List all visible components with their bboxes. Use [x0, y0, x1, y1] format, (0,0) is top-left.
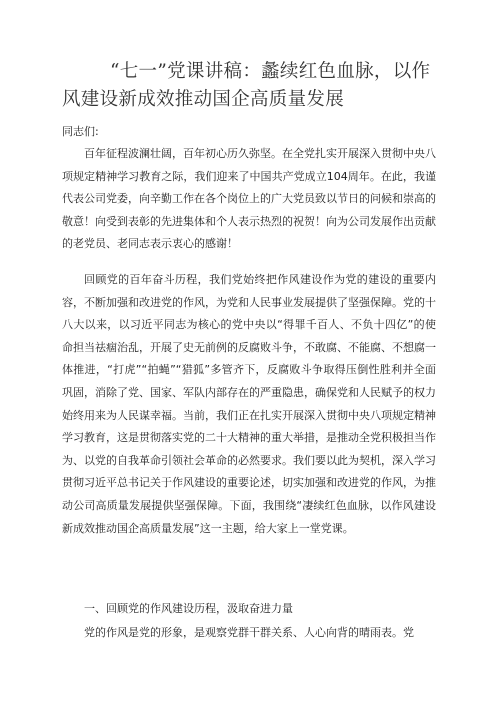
paragraph-section: 党的作风是党的形象，是观察党群干群关系、人心向背的晴雨表。党: [84, 626, 414, 639]
section-heading: 一、回顾党的作风建设历程，汲取奋进力量: [84, 602, 293, 615]
paragraph-intro: 百年征程波澜壮阔，百年初心历久弥坚。在全党扎实开展深入贯彻中央八项规定精神学习教育之际，我们迎来了中国共产党成立104周年。在此，我谨代表公司党委，向辛勤工作在各个岗位上的广大党员致以节日的问候和崇高的敬意！向受到表彰的先进集体和个人表示热烈的祝贺！向为公司发展作出贡献的老党员、老同志表示衷心的感谢！: [62, 147, 436, 251]
document-title: “七一”党课讲稿：蠡续红色血脉，以作风建设新成效推动国企高质量发展: [62, 61, 431, 110]
paragraph-review: 回顾党的百年奋斗历程，我们党始终把作风建设作为党的建设的重要内容，不断加强和改进党的作风，为党和人民事业发展提供了坚强保障。党的十八大以来，以习近平同志为核心的党中央以“得罪千百人、不负十四亿”的使命担当祛痼治乱，开展了史无前例的反腐败斗争，不敢腐、不能腐、不想腐一体推进，“打虎”“拍蝇”“猎狐”多管齐下，反腐败斗争取得压倒性胜利并全面巩固，消除了党、国家、军队内部存在的严重隐患，确保党和人民赋予的权力始终用来为人民谋幸福。当前，我们正在扎实开展深入贯彻中央八项规定精神学习教育，这是贯彻落实党的二十大精神的重大举措，是推动全党积极担当作为、以党的自我革命引领社会革命的必然要求。我们要以此为契机，深入学习贯彻习近平总书记关于作风建设的重要论述，切实加强和改进党的作风，为推动公司高质量发展提供坚强保障。下面，我围绕“凄续红色血脉，以作风建设新成效推动国企高质量发展”这一主题，给大家上一堂党课。: [62, 273, 436, 535]
salutation: 同志们:: [62, 125, 99, 138]
